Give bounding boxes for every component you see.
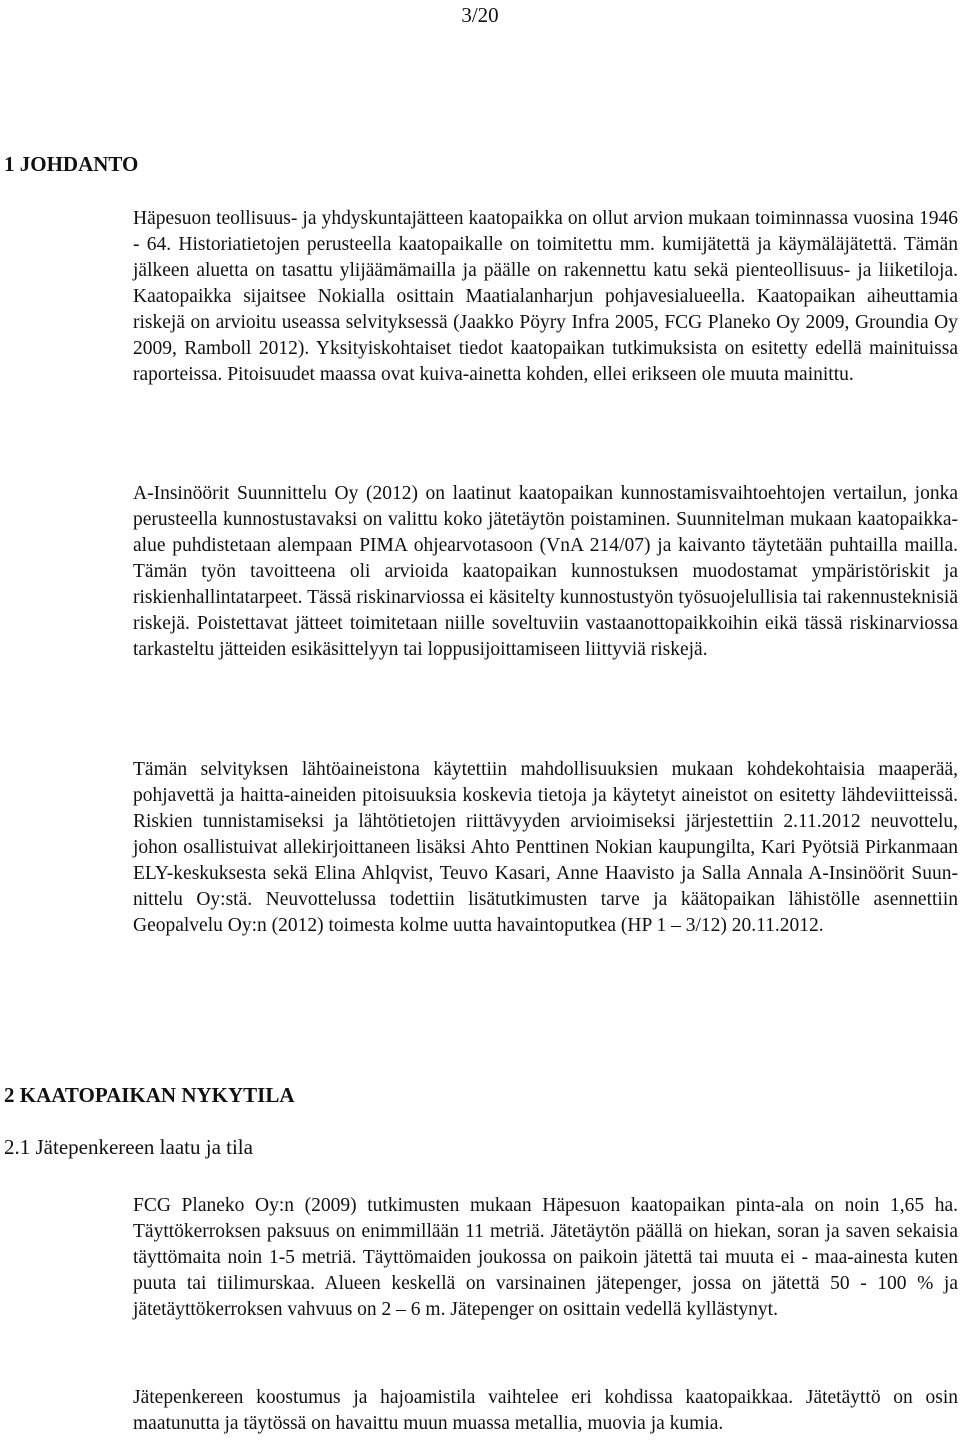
section-heading-nykytila: 2 KAATOPAIKAN NYKYTILA [4, 1083, 295, 1107]
paragraph-landfill-extent: FCG Planeko Oy:n (2009) tutkimusten mukaan Häpesuon kaatopaikan pinta-ala on noin 1,65 ha. Täyttökerroksen paksuus on enimmillään 11 metriä. Jätetäytön päällä on hiekan, soran ja saven sekaisia täyttömaita noin 1-5 metriä. Täyttömaiden joukossa on paikoin jätettä tai muuta ei - maa-ainesta kuten puuta tai tiilimurskaa. Alueen keskellä on varsinainen jätepenger, jossa on jätettä 50 - 100 % ja jätetäyttökerroksen vahvuus on 2 – 6 m. Jätepenger on osittain vedellä kyllästynyt. [133, 1195, 958, 1320]
paragraph-intro-objective: A-Insinöörit Suunnittelu Oy (2012) on laatinut kaatopaikan kunnostamisvaihtoehtojen vertailun, jonka perusteella kunnostustavaksi on valittu koko jätetäytön poistaminen. Suunnitelman mukaan kaatopaikka-alue puhdistetaan alempaan PIMA ohjearvotasoon (VnA 214/07) ja kaivanto täytetään puhtailla mailla. Tämän työn tavoitteena oli arvioida kaatopaikan kunnostuksen muodostamat ympäristöriskit ja riskienhallintatarpeet. Tässä riskinarviossa ei käsitelty kunnostustyön työsuojelullisia tai rakennusteknisiä riskejä. Poistettavat jätteet toimitetaan niille soveltuviin vastaanottopaikkoihin eikä tässä riskinarviossa tarkasteltu jätteiden esikäsittelyyn tai loppusijoittamiseen liittyviä riskejä. [133, 483, 958, 660]
page-number: 3/20 [461, 3, 499, 27]
paragraph-intro-source-data: Tämän selvityksen lähtöaineistona käytettiin mahdollisuuksien mukaan kohdekohtaisia maaperää, pohjavettä ja haitta-aineiden pitoisuuksia koskevia tietoja ja käytetyt aineistot on esitetty lähdeviitteissä. Riskien tunnistamiseksi ja lähtötietojen riittävyyden arvioimiseksi järjestettiin 2.11.2012 neuvottelu, johon osallistuivat allekirjoittaneen lisäksi Ahto Penttinen Nokian kaupungilta, Kari Pyötsiä Pirkanmaan ELY-keskuksesta sekä Elina Ahlqvist, Teuvo Kasari, Anne Haavisto ja Salla Annala A-Insinöörit Suunnittelu Oy:stä. Neuvottelussa todettiin lisätutkimusten tarve ja käätopaikan lähistölle asennettiin Geopalvelu Oy:n (2012) toimesta kolme uutta havaintoputkea (HP 1 – 3/12) 20.11.2012. [133, 759, 958, 936]
paragraph-intro-background: Häpesuon teollisuus- ja yhdyskuntajätteen kaatopaikka on ollut arvion mukaan toiminnassa vuosina 1946 - 64. Historiatietojen perusteella kaatopaikalle on toimitettu mm. kumijätettä ja käymäläjätettä. Tämän jälkeen aluetta on tasattu ylijäämämailla ja päälle on rakennettu katu sekä pienteollisuus- ja liiketiloja. Kaatopaikka sijaitsee Nokialla osittain Maatialanharjun pohjavesialueella. Kaatopaikan aiheuttamia riskejä on arvioitu useassa selvityksessä (Jaakko Pöyry Infra 2005, FCG Planeko Oy 2009, Groundia Oy 2009, Ramboll 2012). Yksityiskohtaiset tiedot kaatopaikan tutkimuksista on esitetty edellä mainituissa raporteissa. Pitoisuudet maassa ovat kuiva-ainetta kohden, ellei erikseen ole muuta mainittu. [133, 208, 958, 385]
subsection-heading-jatepenkere: 2.1 Jätepenkereen laatu ja tila [4, 1135, 253, 1159]
section-heading-johdanto: 1 JOHDANTO [4, 152, 139, 176]
paragraph-landfill-composition: Jätepenkereen koostumus ja hajoamistila vaihtelee eri kohdissa kaatopaikkaa. Jätetäyttö on osin maatunutta ja täytössä on havaittu muun muassa metallia, muovia ja kumia. [133, 1387, 958, 1434]
